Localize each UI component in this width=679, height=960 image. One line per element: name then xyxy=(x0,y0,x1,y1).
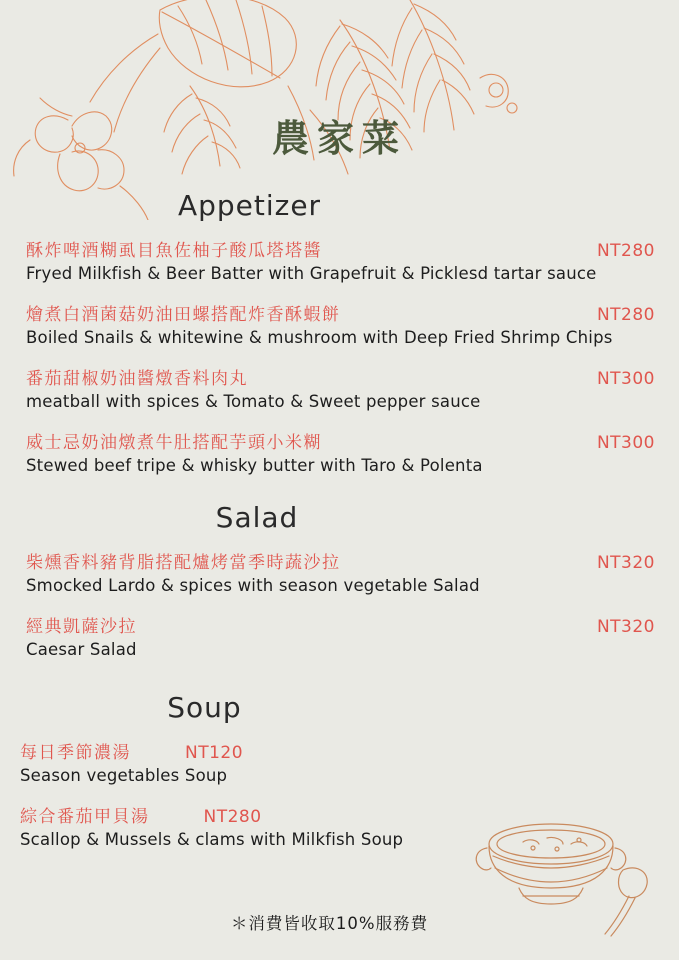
menu-item-name-en: meatball with spices & Tomato & Sweet pepper sauce xyxy=(26,392,481,411)
item-list-appetizer xyxy=(0,236,679,475)
section-heading-appetizer: Appetizer xyxy=(177,189,322,222)
menu-item-price: NT300 xyxy=(596,369,655,389)
page-title: 農家菜 xyxy=(272,116,407,160)
menu-item xyxy=(26,300,655,347)
section-salad xyxy=(0,497,679,659)
service-charge-note: ＊消費皆收取10%服務費 xyxy=(230,914,429,933)
menu-item-row xyxy=(26,548,655,573)
section-soup xyxy=(0,687,679,849)
menu-item-name-zh: 番茄甜椒奶油醬燉香料肉丸 xyxy=(26,369,248,389)
menu-item-row xyxy=(26,236,655,261)
menu-item xyxy=(20,802,655,849)
menu-item-row xyxy=(26,364,655,389)
menu-item-name-en: Smocked Lardo & spices with season vegetable Salad xyxy=(26,576,480,595)
menu-item-name-zh: 柴燻香料豬背脂搭配爐烤當季時蔬沙拉 xyxy=(26,553,341,573)
section-heading-wrap xyxy=(0,687,679,738)
menu-item-price: NT300 xyxy=(596,433,655,453)
menu-item-name-en: Fryed Milkfish & Beer Batter with Grapefruit & Picklesd tartar sauce xyxy=(26,264,597,283)
menu-item-price: NT320 xyxy=(596,617,655,637)
section-heading-soup: Soup xyxy=(167,691,242,724)
item-list-salad xyxy=(0,548,679,659)
menu-item-price: NT320 xyxy=(596,553,655,573)
menu-sections xyxy=(0,185,679,866)
menu-item-name-en: Caesar Salad xyxy=(26,640,137,659)
menu-item-price: NT280 xyxy=(596,305,655,325)
menu-item-name-zh: 酥炸啤酒糊虱目魚佐柚子酸瓜塔塔醬 xyxy=(26,241,322,261)
menu-item-name-en: Season vegetables Soup xyxy=(20,766,228,785)
menu-item-price: NT280 xyxy=(596,241,655,261)
menu-item-name-zh: 威士忌奶油燉煮牛肚搭配芋頭小米糊 xyxy=(26,433,322,453)
menu-item-row xyxy=(20,802,655,827)
section-heading-wrap xyxy=(0,497,679,548)
menu-item-name-zh: 每日季節濃湯 xyxy=(20,743,131,763)
menu-item xyxy=(20,738,655,785)
menu-item-name-en: Scallop & Mussels & clams with Milkfish Soup xyxy=(20,830,404,849)
menu-item-price: NT280 xyxy=(203,807,262,827)
section-appetizer xyxy=(0,185,679,475)
menu-item-name-zh: 燴煮白酒菌菇奶油田螺搭配炸香酥蝦餅 xyxy=(26,305,341,325)
menu-item xyxy=(26,548,655,595)
menu-item-name-zh: 經典凱薩沙拉 xyxy=(26,617,137,637)
menu-item xyxy=(26,428,655,475)
section-heading-wrap xyxy=(0,185,679,236)
section-heading-salad: Salad xyxy=(215,501,299,534)
menu-item-price: NT120 xyxy=(185,743,244,763)
menu-item-row xyxy=(26,612,655,637)
menu-item-row xyxy=(26,300,655,325)
menu-item-name-zh: 綜合番茄甲貝湯 xyxy=(20,807,150,827)
menu-item-row xyxy=(26,428,655,453)
menu-item-name-en: Boiled Snails & whitewine & mushroom with Deep Fried Shrimp Chips xyxy=(26,328,613,347)
menu-item xyxy=(26,236,655,283)
menu-item-row xyxy=(20,738,655,763)
menu-item xyxy=(26,364,655,411)
item-list-soup xyxy=(0,738,679,849)
menu-item xyxy=(26,612,655,659)
menu-item-name-en: Stewed beef tripe & whisky butter with Taro & Polenta xyxy=(26,456,483,475)
